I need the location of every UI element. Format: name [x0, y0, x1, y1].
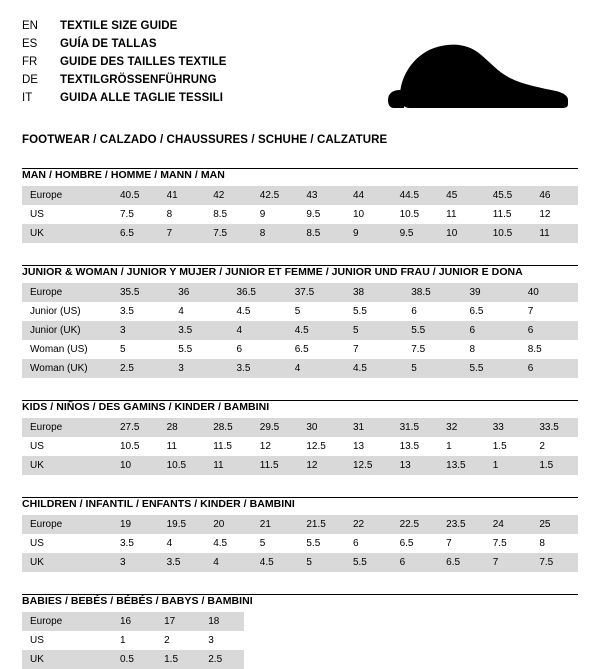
table-row: [22, 553, 578, 572]
size-cell: 24: [485, 515, 532, 534]
table-row: [22, 302, 578, 321]
size-cell: 7: [485, 553, 532, 572]
size-cell: 44.5: [392, 186, 439, 205]
size-cell: 12.5: [306, 441, 326, 452]
size-cell: 4: [287, 359, 345, 378]
size-cell: 8.5: [527, 344, 542, 355]
size-block: [22, 497, 578, 572]
size-cell: 40.5: [112, 186, 159, 205]
row-label: US: [30, 441, 44, 452]
size-cell: 17: [156, 612, 200, 631]
block-title: KIDS / NIÑOS / DES GAMINS / KINDER / BAMBINI: [22, 401, 270, 413]
size-block: [22, 400, 578, 475]
table-row: [22, 534, 578, 553]
size-table: [22, 418, 578, 475]
size-cell: 3.5: [170, 321, 228, 340]
size-cell: 9: [345, 224, 392, 243]
language-code: IT: [22, 92, 33, 105]
size-cell: 6: [236, 344, 243, 355]
size-cell: 4: [205, 553, 252, 572]
dress-shoe-icon: [382, 34, 572, 118]
row-label: Woman (UK): [22, 359, 112, 378]
language-row: [22, 18, 227, 36]
size-cell: 28: [159, 418, 206, 437]
size-cell: 5.5: [403, 321, 461, 340]
block-title: JUNIOR & WOMAN / JUNIOR Y MUJER / JUNIOR ET FEMME / JUNIOR UND FRAU / JUNIOR E DONA: [22, 266, 523, 278]
size-cell: 45: [438, 186, 485, 205]
table-row: [22, 650, 244, 669]
size-cell: 2: [164, 635, 170, 646]
size-cell: 18: [200, 612, 244, 631]
size-cell: 37.5: [287, 283, 345, 302]
table-row: [22, 612, 244, 631]
table-row: [22, 418, 578, 437]
size-cell: 4: [166, 538, 173, 549]
size-cell: 46: [531, 186, 578, 205]
size-cell: 40: [520, 283, 578, 302]
size-cell: 36: [170, 283, 228, 302]
size-cell: 6.5: [294, 344, 309, 355]
size-cell: 27.5: [112, 418, 159, 437]
size-table: [22, 612, 244, 669]
size-cell: 11: [166, 441, 177, 452]
size-cell: 19: [112, 515, 159, 534]
size-cell: 38: [345, 283, 403, 302]
block-title: BABIES / BEBÉS / BÉBÉS / BABYS / BAMBINI: [22, 595, 253, 607]
size-cell: 5.5: [353, 306, 367, 317]
size-cell: 7.5: [531, 553, 578, 572]
size-cell: 33: [485, 418, 532, 437]
size-cell: 13: [352, 441, 365, 452]
language-row: [22, 36, 227, 54]
row-label: Junior (UK): [22, 321, 112, 340]
page-title: FOOTWEAR / CALZADO / CHAUSSURES / SCHUHE / CALZATURE: [22, 134, 388, 146]
table-row: [22, 515, 578, 534]
size-cell: 7: [446, 538, 452, 549]
size-cell: 7.5: [120, 209, 134, 220]
language-code: EN: [22, 20, 38, 32]
size-cell: 4: [229, 321, 287, 340]
language-code: FR: [22, 56, 38, 69]
size-cell: 3.5: [120, 538, 134, 549]
size-cell: 12: [298, 456, 345, 475]
size-cell: 21.5: [298, 515, 345, 534]
size-cell: 4.5: [252, 553, 299, 572]
block-title: MAN / HOMBRE / HOMME / MANN / MAN: [22, 169, 225, 181]
size-cell: 43: [298, 186, 345, 205]
size-cell: 22.5: [392, 515, 439, 534]
size-cell: 8: [252, 224, 299, 243]
size-cell: 6: [462, 321, 520, 340]
size-cell: 32: [438, 418, 485, 437]
size-cell: 3: [112, 553, 159, 572]
row-label: Europe: [22, 283, 112, 302]
size-cell: 44: [345, 186, 392, 205]
size-cell: 7.5: [492, 538, 507, 549]
size-cell: 25: [531, 515, 578, 534]
size-cell: 8.5: [298, 224, 345, 243]
size-table: [22, 515, 578, 572]
size-cell: 20: [205, 515, 252, 534]
block-title: CHILDREN / INFANTIL / ENFANTS / KINDER / BAMBINI: [22, 498, 295, 510]
table-row: [22, 224, 578, 243]
size-cell: 2.5: [200, 650, 244, 669]
language-titles: [22, 18, 227, 108]
size-cell: 10: [112, 456, 159, 475]
size-cell: 41: [159, 186, 206, 205]
size-cell: 6.5: [399, 538, 414, 549]
size-cell: 4.5: [213, 538, 228, 549]
size-cell: 33.5: [531, 418, 578, 437]
row-label: Europe: [22, 612, 112, 631]
size-cell: 11.5: [252, 456, 299, 475]
size-cell: 2: [539, 441, 545, 452]
table-row: [22, 359, 578, 378]
size-cell: 11.5: [213, 441, 232, 452]
size-cell: 8.5: [213, 209, 228, 220]
table-row: [22, 205, 578, 224]
size-cell: 1: [485, 456, 532, 475]
row-label: Woman (US): [30, 344, 88, 355]
size-cell: 3: [170, 359, 228, 378]
size-block: [22, 594, 578, 669]
size-cell: 22: [345, 515, 392, 534]
size-cell: 5: [120, 344, 126, 355]
size-cell: 29.5: [252, 418, 299, 437]
size-cell: 6.5: [438, 553, 485, 572]
size-cell: 6: [392, 553, 439, 572]
size-table: [22, 186, 578, 243]
size-cell: 6: [352, 538, 359, 549]
size-cell: 3.5: [120, 306, 134, 317]
size-cell: 5.5: [178, 344, 193, 355]
size-cell: 31.5: [392, 418, 439, 437]
size-cell: 3: [112, 321, 170, 340]
page-header: [22, 18, 578, 118]
size-cell: 4.5: [236, 306, 251, 317]
table-row: [22, 437, 578, 456]
table-row: [22, 283, 578, 302]
size-cell: 38.5: [403, 283, 461, 302]
size-cell: 5: [259, 538, 266, 549]
language-title: TEXTILE SIZE GUIDE: [60, 20, 178, 32]
size-cell: 5.5: [306, 538, 321, 549]
size-cell: 10.5: [159, 456, 206, 475]
size-cell: 36.5: [229, 283, 287, 302]
size-cell: 11: [205, 456, 252, 475]
table-row: [22, 456, 578, 475]
size-cell: 5: [345, 321, 403, 340]
size-cell: 10.5: [399, 209, 420, 220]
language-row: [22, 54, 227, 72]
size-blocks: [22, 168, 578, 669]
size-cell: 1: [446, 441, 452, 452]
size-cell: 42.5: [252, 186, 299, 205]
size-cell: 6.5: [469, 306, 484, 317]
row-label: Junior (US): [30, 306, 81, 317]
size-cell: 35.5: [112, 283, 170, 302]
size-block: [22, 168, 578, 243]
size-table: [22, 283, 578, 378]
size-cell: 12: [259, 441, 271, 452]
language-code: DE: [22, 74, 38, 87]
language-title: GUIDA ALLE TAGLIE TESSILI: [60, 92, 224, 105]
language-code: ES: [22, 38, 38, 51]
size-cell: 3.5: [159, 553, 206, 572]
size-cell: 7: [353, 344, 359, 355]
size-cell: 30: [298, 418, 345, 437]
size-cell: 31: [345, 418, 392, 437]
size-cell: 5: [298, 553, 345, 572]
row-label: Europe: [22, 186, 112, 205]
size-cell: 9.5: [392, 224, 439, 243]
size-cell: 8: [166, 209, 173, 220]
size-cell: 0.5: [112, 650, 156, 669]
size-cell: 3: [208, 635, 214, 646]
size-cell: 9.5: [306, 209, 321, 220]
table-row: [22, 631, 244, 650]
table-row: [22, 321, 578, 340]
size-cell: 6: [520, 321, 578, 340]
row-label: UK: [22, 224, 112, 243]
size-cell: 8: [539, 538, 545, 549]
size-cell: 2.5: [112, 359, 170, 378]
size-cell: 21: [252, 515, 299, 534]
language-title: GUÍA DE TALLAS: [60, 38, 157, 51]
row-label: UK: [22, 650, 112, 669]
size-cell: 7.5: [411, 344, 426, 355]
size-cell: 4.5: [287, 321, 345, 340]
size-cell: 11.5: [492, 209, 512, 220]
row-label: UK: [22, 456, 112, 475]
size-cell: 3.5: [229, 359, 287, 378]
table-row: [22, 340, 578, 359]
row-label: US: [30, 635, 44, 646]
size-cell: 1.5: [531, 456, 578, 475]
size-cell: 6: [520, 359, 578, 378]
size-cell: 5: [403, 359, 461, 378]
size-cell: 42: [205, 186, 252, 205]
language-row: [22, 90, 227, 108]
size-cell: 10.5: [120, 441, 140, 452]
size-cell: 10.5: [485, 224, 532, 243]
row-label: Europe: [22, 515, 112, 534]
language-row: [22, 72, 227, 90]
size-cell: 19.5: [159, 515, 206, 534]
table-row: [22, 186, 578, 205]
size-cell: 1.5: [492, 441, 507, 452]
row-label: US: [30, 209, 44, 220]
row-label: US: [30, 538, 44, 549]
size-cell: 6: [411, 306, 417, 317]
size-cell: 1.5: [156, 650, 200, 669]
size-cell: 13.5: [438, 456, 485, 475]
size-cell: 8: [469, 344, 476, 355]
size-block: [22, 265, 578, 378]
size-cell: 13: [392, 456, 439, 475]
size-cell: 5.5: [462, 359, 520, 378]
size-cell: 23.5: [438, 515, 485, 534]
language-title: GUIDE DES TAILLES TEXTILE: [60, 56, 227, 69]
size-cell: 5: [294, 306, 301, 317]
size-cell: 12.5: [345, 456, 392, 475]
size-cell: 10: [438, 224, 485, 243]
size-cell: 4.5: [345, 359, 403, 378]
size-cell: 10: [352, 209, 365, 220]
size-cell: 13.5: [399, 441, 420, 452]
size-cell: 11: [531, 224, 578, 243]
size-cell: 6.5: [112, 224, 159, 243]
size-cell: 28.5: [205, 418, 252, 437]
size-cell: 1: [120, 635, 126, 646]
size-cell: 9: [259, 209, 266, 220]
size-cell: 5.5: [345, 553, 392, 572]
size-cell: 45.5: [485, 186, 532, 205]
size-cell: 7: [159, 224, 206, 243]
language-title: TEXTILGRÖSSENFÜHRUNG: [60, 74, 217, 87]
size-cell: 16: [112, 612, 156, 631]
row-label: Europe: [22, 418, 112, 437]
size-cell: 7: [527, 306, 534, 317]
size-cell: 12: [539, 209, 551, 220]
row-label: UK: [22, 553, 112, 572]
size-cell: 39: [462, 283, 520, 302]
size-cell: 11: [446, 209, 457, 220]
size-cell: 7.5: [205, 224, 252, 243]
size-cell: 4: [178, 306, 184, 317]
